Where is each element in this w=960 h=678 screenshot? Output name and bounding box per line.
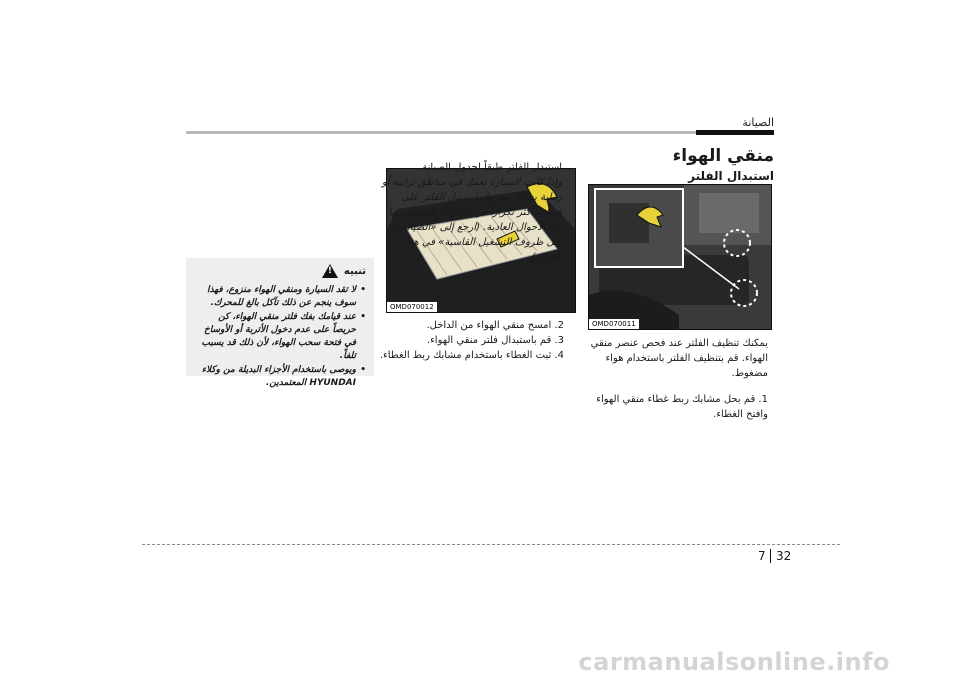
caution-item: • ويوصى باستخدام الأجزاء البديلة من وكلاء HYUNDAI المعتمدين. (192, 364, 366, 390)
step-1: 1. قم بحل مشابك ربط غطاء منقي الهواء وافتح الغطاء. (596, 394, 768, 420)
replacement-intro: استبدل الفلتر طبقاً لجدول الصيانة. (419, 162, 562, 173)
footer-separator (770, 549, 771, 563)
engine-bay-photo (588, 184, 772, 330)
header-rule-accent (696, 130, 774, 135)
step-4: 4. ثبت الغطاء باستخدام مشابك ربط الغطاء. (379, 350, 564, 361)
caution-item: • لا تقد السيارة ومنقي الهواء منزوع، فهذا سوف ينجم عن ذلك تآكل بالغ للمحرك. (192, 284, 366, 310)
step-3: 3. قم باستبدال فلتر منقي الهواء. (426, 335, 564, 346)
caution-box (186, 258, 374, 388)
footer-chapter-number: 7 (758, 549, 766, 563)
caution-heading (322, 264, 366, 278)
section-subtitle: استبدال الفلتر (688, 169, 774, 183)
section-title: منقي الهواء (672, 146, 774, 166)
chapter-header-label: الصيانة (742, 116, 774, 129)
footer-rule (142, 544, 840, 545)
header-rule (186, 131, 774, 134)
caution-heading-text: تنبيه (343, 265, 366, 277)
photo-caption: OMD070011 (589, 319, 639, 329)
footer-page-number: 32 (776, 549, 792, 563)
step-2: 2. امسح منقي الهواء من الداخل. (426, 320, 564, 331)
replacement-note (374, 160, 562, 265)
step-list (378, 318, 564, 363)
caution-item: • عند قيامك بفك فلتر منقي الهواء، كن حريصاً على عدم دخول الأتربة أو الأوساخ في فتحة سحب الهواء، لأن ذلك قد يسبب تلفاً. (192, 311, 366, 363)
engine-bay-illustration (589, 185, 771, 329)
photo-caption: OMD070012 (387, 302, 437, 312)
watermark: carmanualsonline.info (578, 648, 890, 676)
warning-triangle-icon (322, 264, 338, 278)
filter-cleaning-paragraph: يمكنك تنظيف الفلتر عند فحص عنصر منقي الهواء. قم بتنظيف الفلتر باستخدام هواء مضغوط. (590, 338, 768, 379)
replacement-conditions: وإذا كانت السيارة تعمل في مناطق ترابية أو رملية بشكل مفرط، استبدل الفلتر على فترات أكثر تكراراً من الفترات الموصى بها في الأحوال العادية. (ارجع إلى «الصيانة في ظل ظروف التشغيل القاسية» في هذا القسم). (381, 177, 562, 263)
caution-list (192, 284, 366, 391)
